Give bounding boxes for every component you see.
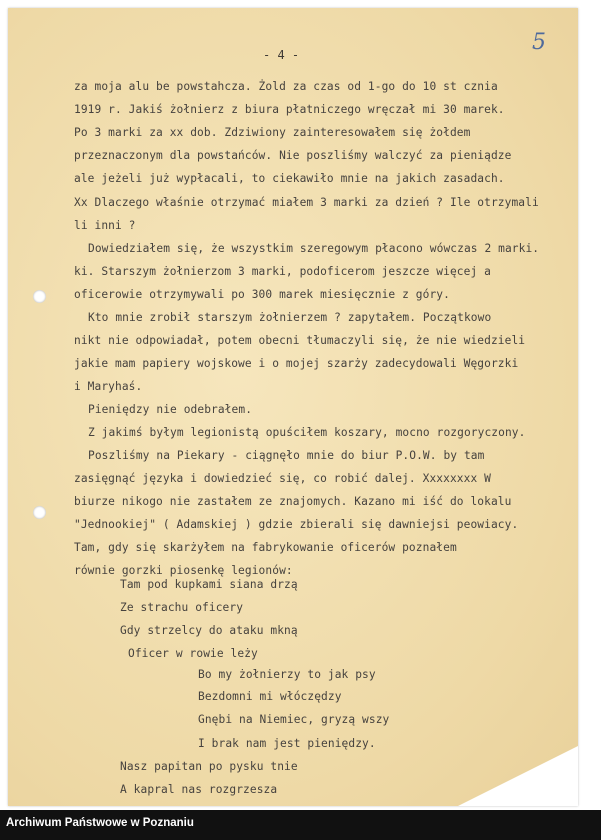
text-line: nikt nie odpowiadał, potem obecni tłumaczyli się, że nie wiedzieli	[74, 334, 526, 347]
text-line: I brak nam jest pieniędzy.	[198, 737, 376, 750]
text-line: biurze nikogo nie zastałem ze znajomych. Kazano mi iść do lokalu	[74, 495, 512, 508]
text-line: przeznaczonym dla powstańców. Nie poszliśmy walczyć za pieniądze	[74, 149, 512, 162]
text-line: Tam, gdy się skarżyłem na fabrykowanie oficerów poznałem	[74, 541, 457, 554]
text-line: li inni ?	[74, 219, 136, 232]
text-line: ale jeżeli już wypłacali, to ciekawiło mnie na jakich zasadach.	[74, 172, 505, 185]
text-line: równie gorzki piosenkę legionów:	[74, 564, 293, 577]
text-line: Po 3 marki za xx dob. Zdziwiony zainteresowałem się żołdem	[74, 126, 471, 139]
text-line: Nasz papitan po pysku tnie	[120, 760, 298, 773]
text-line: 1919 r. Jakiś żołnierz z biura płatniczego wręczał mi 30 marek.	[74, 103, 505, 116]
document-page	[8, 8, 578, 806]
handwritten-page-number: 5	[532, 30, 546, 55]
text-line: Bezdomni mi włóczędzy	[198, 690, 342, 703]
text-line: Kto mnie zrobił starszym żołnierzem ? zapytałem. Początkowo	[88, 311, 492, 324]
text-line: za moja alu be powstahcza. Żold za czas od 1-go do 10 st cznia	[74, 80, 498, 93]
text-line: Oficer w rowie leży	[128, 647, 258, 660]
text-line: i Maryhaś.	[74, 380, 143, 393]
text-line: Xx Dlaczego właśnie otrzymać miałem 3 marki za dzień ? Ile otrzymali	[74, 196, 539, 209]
typed-text-body	[8, 8, 578, 806]
text-line: oficerowie otrzymywali po 300 marek miesięcznie z góry.	[74, 288, 450, 301]
text-line: Gdy strzelcy do ataku mkną	[120, 624, 298, 637]
page-number: - 4 -	[263, 48, 300, 62]
text-line: Bo my żołnierzy to jak psy	[198, 668, 376, 681]
text-line: Gnębi na Niemiec, gryzą wszy	[198, 713, 390, 726]
text-line: zasięgnąć języka i dowiedzieć się, co robić dalej. Xxxxxxxx W	[74, 472, 491, 485]
text-line: Tam pod kupkami siana drzą	[120, 578, 298, 591]
text-line: jakie mam papiery wojskowe i o mojej szarży zadecydowali Węgorzki	[74, 357, 519, 370]
text-line: ki. Starszym żołnierzom 3 marki, podoficerom jeszcze więcej a	[74, 265, 491, 278]
archive-label: Archiwum Państwowe w Poznaniu	[6, 817, 194, 829]
text-line: "Jednookiej" ( Adamskiej ) gdzie zbierali się dawniejsi peowiacy.	[74, 518, 519, 531]
text-line: Dowiedziałem się, że wszystkim szeregowym płacono wówczas 2 marki.	[88, 242, 540, 255]
torn-corner	[458, 746, 578, 806]
archive-footer-bar	[0, 810, 601, 840]
text-line: Z jakimś byłym legionistą opuściłem koszary, mocno rozgoryczony.	[88, 426, 526, 439]
text-line: Poszliśmy na Piekary - ciągnęło mnie do biur P.O.W. by tam	[88, 449, 485, 462]
text-line: A kapral nas rozgrzesza	[120, 783, 278, 796]
text-line: Ze strachu oficery	[120, 601, 244, 614]
text-line: Pieniędzy nie odebrałem.	[88, 403, 253, 416]
